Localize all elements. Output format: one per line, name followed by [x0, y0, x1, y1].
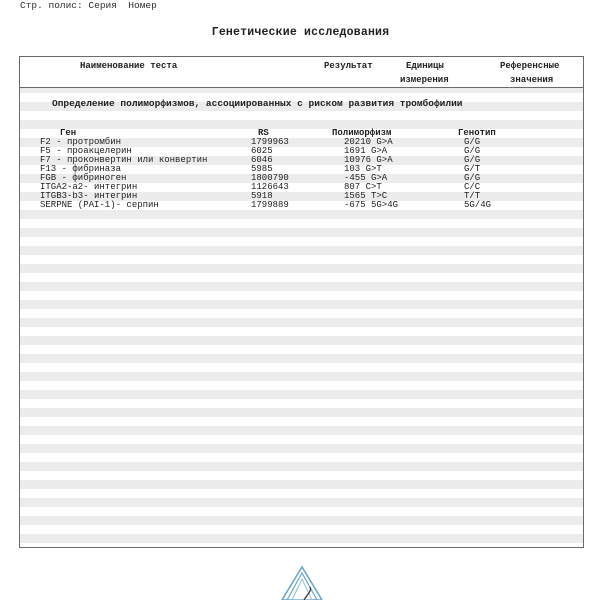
cell-polymorphism: 103 G>T: [344, 164, 382, 174]
header-reference-line2: значения: [510, 75, 554, 85]
cell-polymorphism: 807 C>T: [344, 182, 382, 192]
cell-rs: 1799889: [251, 200, 289, 210]
cell-polymorphism: 1691 G>A: [344, 146, 388, 156]
cell-genotype: T/T: [464, 191, 481, 201]
table-header: [20, 57, 583, 88]
page-title: Генетические исследования: [211, 26, 390, 39]
cell-genotype: G/G: [464, 155, 481, 165]
table-row: [20, 201, 583, 210]
cell-polymorphism: 20210 G>A: [344, 137, 393, 147]
cell-gene: F7 - проконвертин или конвертин: [40, 155, 208, 165]
header-units-line2: измерения: [400, 75, 449, 85]
header-result: Результат: [324, 61, 373, 71]
cell-rs: 1800790: [251, 173, 289, 183]
cell-gene: SERPNE (PAI-1)- серпин: [40, 200, 159, 210]
column-gene: Ген: [60, 128, 77, 138]
cell-polymorphism: -455 G>A: [344, 173, 388, 183]
column-genotype: Генотип: [458, 128, 496, 138]
cell-gene: F5 - проакцелерин: [40, 146, 132, 156]
cell-rs: 5918: [251, 191, 273, 201]
results-table: [19, 56, 584, 548]
cell-genotype: G/G: [464, 137, 481, 147]
column-rs: RS: [258, 128, 269, 138]
insurance-policy-line: Стр. полис: Серия Номер: [20, 0, 157, 11]
cell-genotype: C/C: [464, 182, 481, 192]
cell-gene: FGB - фибриноген: [40, 173, 127, 183]
cell-polymorphism: -675 5G>4G: [344, 200, 399, 210]
header-units-line1: Единицы: [406, 61, 444, 71]
column-polymorphism: Полиморфизм: [332, 128, 392, 138]
cell-rs: 1799963: [251, 137, 289, 147]
header-reference-line1: Референсные: [500, 61, 560, 71]
cell-rs: 1126643: [251, 182, 289, 192]
cell-polymorphism: 10976 G>A: [344, 155, 393, 165]
cell-genotype: 5G/4G: [464, 200, 492, 210]
cell-polymorphism: 1565 T>C: [344, 191, 388, 201]
lab-logo-icon: [274, 565, 330, 600]
cell-gene: ITGA2-a2- интегрин: [40, 182, 138, 192]
cell-genotype: G/G: [464, 146, 481, 156]
cell-gene: ITGB3-b3- интегрин: [40, 191, 138, 201]
cell-genotype: G/G: [464, 173, 481, 183]
cell-gene: F13 - фибриназа: [40, 164, 122, 174]
cell-genotype: G/T: [464, 164, 481, 174]
section-title: Определение полиморфизмов, ассоциированных с риском развития тромбофилии: [52, 98, 463, 109]
cell-rs: 5985: [251, 164, 273, 174]
cell-gene: F2 - протромбин: [40, 137, 122, 147]
cell-rs: 6025: [251, 146, 273, 156]
cell-rs: 6046: [251, 155, 273, 165]
header-test-name: Наименование теста: [80, 61, 178, 71]
